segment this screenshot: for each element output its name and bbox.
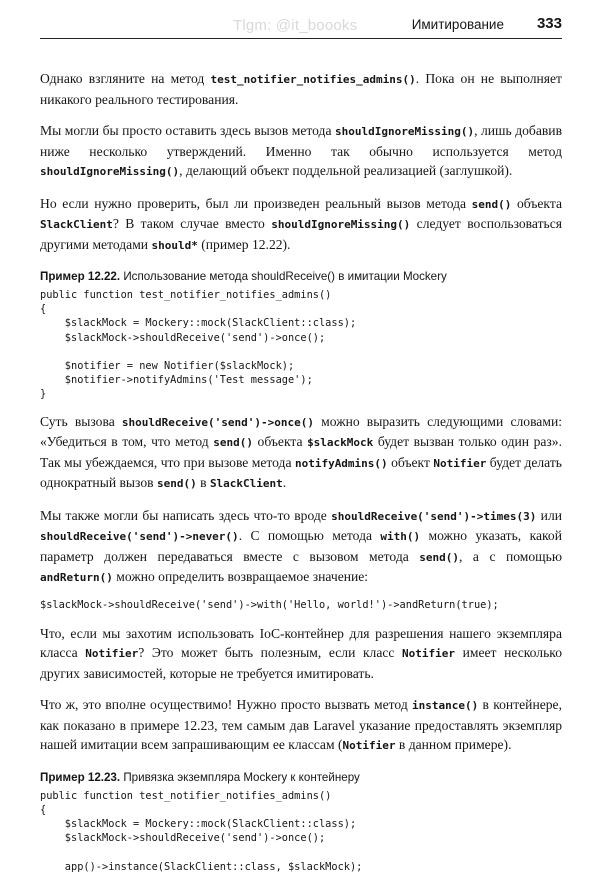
page-header: [40, 12, 562, 39]
inline-code: Notifier: [85, 647, 139, 661]
paragraph-5: Мы также могли бы написать здесь что-то вроде shouldReceive('send')->times(3) или shouldReceive('send')->never(). С помощью метода with() можно указать, какой параметр должен передаваться вместе с вызовом метода send(), а с помощью andReturn() можно определить возвращаемое значение:: [40, 507, 563, 584]
code-line: $slackMock->shouldReceive('send')->once();: [40, 331, 326, 344]
inline-code: shouldReceive('send')->never(): [40, 530, 239, 543]
inline-code: Notifier: [342, 739, 396, 753]
inline-code: send(): [213, 436, 253, 449]
inline-code: test_notifier_notifies_admins(): [210, 73, 416, 86]
code-snippet: $slackMock->shouldReceive('send')->with('Hello, world!')->andReturn(true);: [40, 598, 499, 611]
paragraph-6: Что, если мы захотим использовать IoC-контейнер для разрешения нашего экземпляра класса Notifier? Это может быть полезным, если класс Notifier имеет несколько других зависимостей, которые не требуется имитировать.: [40, 625, 562, 681]
paragraph-1: Однако взгляните на метод test_notifier_notifies_admins(). Пока он не выполняет никакого реального тестирования.: [40, 71, 562, 107]
caption-title: Использование метода shouldReceive() в имитации Mockery: [120, 270, 447, 283]
code-line: }: [40, 388, 47, 401]
example-caption-12-23: [40, 770, 562, 785]
inline-code: shouldIgnoreMissing(): [40, 165, 180, 178]
page-number: 333: [536, 15, 562, 32]
example-caption-12-22: [40, 269, 562, 284]
code-line: public function test_notifier_notifies_admins(): [40, 289, 332, 301]
inline-code: Notifier: [402, 647, 456, 661]
code-line: $notifier->notifyAdmins('Test message');: [40, 374, 313, 387]
inline-code: andReturn(): [40, 571, 113, 584]
code-line: [40, 345, 562, 359]
code-line: $notifier = new Notifier($slackMock);: [40, 359, 295, 372]
code-block-12-22: [40, 288, 562, 402]
caption-title: Привязка экземпляра Mockery к контейнеру: [120, 770, 360, 784]
inline-code: send(): [471, 197, 512, 211]
paragraph-4: Суть вызова shouldReceive('send')->once() можно выразить следующими словами: «Убедиться в том, что метод send() объекта $slackMock будет вызван только один раз». Так мы убеждаемся, что при вызове метода notifyAdmins() объект Notifier будет делать однократный вызов send() в SlackClient.: [40, 413, 562, 490]
code-line: [40, 845, 562, 859]
inline-code: instance(): [412, 699, 479, 713]
code-line: $slackMock = Mockery::mock(SlackClient::class);: [40, 317, 357, 330]
code-line: app()->instance(SlackClient::class, $slackMock);: [40, 860, 363, 873]
inline-code: send(): [419, 550, 460, 564]
code-line: {: [40, 803, 47, 816]
inline-code: should*: [151, 238, 198, 252]
page-content: [40, 69, 562, 884]
paragraph-7: Что ж, это вполне осуществимо! Нужно просто вызвать метод instance() в контейнере, как показано в примере 12.23, тем самым дав Laravel указание предоставлять экземпляр нашей имитации всем запрашивающим ее классам (Notifier в данном примере).: [40, 697, 562, 753]
inline-code: shouldIgnoreMissing(): [335, 125, 475, 138]
inline-code: shouldReceive('send')->once(): [121, 415, 314, 429]
caption-label: Пример 12.23.: [40, 770, 121, 784]
inline-code: SlackClient: [209, 477, 283, 490]
code-line: $slackMock = Mockery::mock(SlackClient::class);: [40, 818, 357, 831]
code-block-12-23: [40, 789, 562, 874]
inline-code: $slackMock: [307, 436, 374, 449]
code-line: public function test_notifier_notifies_admins(): [40, 789, 332, 802]
paragraph-3: Но если нужно проверить, был ли произведен реальный вызов метода send() объекта SlackClient? В таком случае вместо shouldIgnoreMissing() следует воспользоваться другими методами should* (пример 12.22).: [40, 195, 563, 252]
running-title: Имитирование: [411, 17, 504, 32]
paragraph-2: Мы могли бы просто оставить здесь вызов метода shouldIgnoreMissing(), лишь добавив ниже несколько утверждений. Именно так обычно используется метод shouldIgnoreMissing(), делающий объект поддельной реализацией (заглушкой).: [40, 123, 562, 178]
caption-label: Пример 12.22.: [40, 270, 121, 283]
watermark: Tlgm: @it_boooks: [233, 17, 358, 34]
inline-code: shouldReceive('send')->times(3): [331, 509, 537, 523]
inline-code: send(): [156, 477, 197, 490]
inline-code: Notifier: [433, 456, 487, 470]
inline-code: notifyAdmins(): [294, 456, 388, 470]
inline-code: SlackClient: [40, 218, 113, 231]
inline-code: with(): [380, 530, 421, 543]
code-line: $slackMock->shouldReceive('send')->once();: [40, 832, 326, 845]
inline-code: shouldIgnoreMissing(): [271, 218, 411, 231]
code-line: {: [40, 303, 47, 316]
